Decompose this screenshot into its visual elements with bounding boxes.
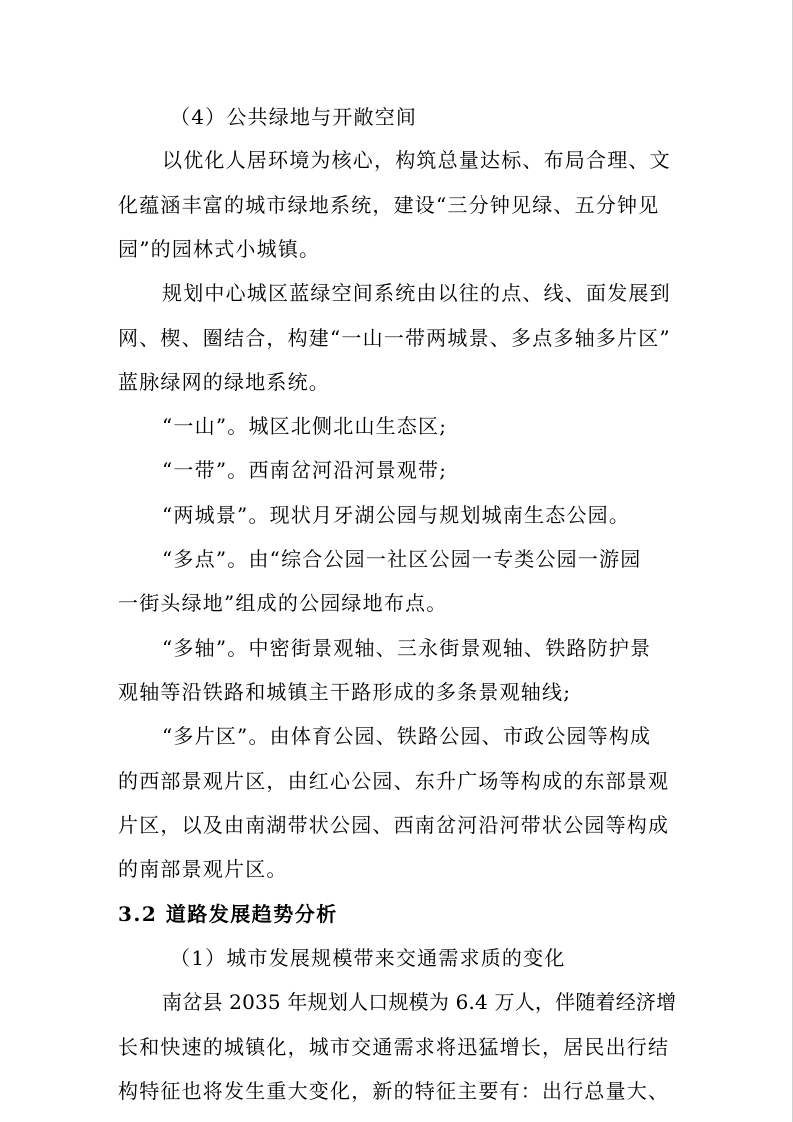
paragraph-line: 构特征也将发生重大变化，新的特征主要有：出行总量大、 [118,1079,670,1103]
paragraph-line: 蓝脉绿网的绿地系统。 [118,370,330,394]
list-item-liangchengjing: “两城景”。现状月牙湖公园与规划城南生态公园。 [162,503,631,527]
list-item-duopianqu: “多片区”。由体育公园、铁路公园、市政公园等构成 [162,724,652,748]
list-item-yishan: “一山”。城区北侧北山生态区; [162,414,448,438]
paragraph-line: 园”的园林式小城镇。 [118,237,321,261]
paragraph-line: 南岔县 2035 年规划人口规模为 6.4 万人，伴随着经济增 [162,990,677,1014]
paragraph-line: 网、楔、圈结合，构建“一山一带两城景、多点多轴多片区” [118,326,671,350]
paragraph-line: 以优化人居环境为核心，构筑总量达标、布局合理、文 [162,148,671,172]
list-item-duodian: “多点”。由“综合公园一社区公园一专类公园一游园 [162,547,642,571]
list-item-duozhou-continued: 观轴等沿铁路和城镇主干路形成的多条景观轴线; [118,680,572,704]
list-item-yidai: “一带”。西南岔河沿河景观带; [162,458,448,482]
subheading-traffic-demand: （1）城市发展规模带来交通需求质的变化 [170,946,566,970]
list-item-duopianqu-continued: 的西部景观片区，由红心公园、东升广场等构成的东部景观 [118,769,670,793]
subheading-public-green-space: （4）公共绿地与开敞空间 [170,105,418,129]
list-item-duopianqu-continued: 片区，以及由南湖带状公园、西南岔河沿河带状公园等构成 [118,813,670,837]
section-heading: 3.2 道路发展趋势分析 [118,902,338,926]
list-item-duozhou: “多轴”。中密街景观轴、三永街景观轴、铁路防护景 [162,636,652,660]
paragraph-line: 长和快速的城镇化，城市交通需求将迅猛增长，居民出行结 [118,1035,670,1059]
list-item-duodian-continued: 一街头绿地”组成的公园绿地布点。 [118,591,448,615]
paragraph-line: 化蕴涵丰富的城市绿地系统，建设“三分钟见绿、五分钟见 [118,193,660,217]
list-item-duopianqu-continued: 的南部景观片区。 [118,857,288,881]
paragraph-line: 规划中心城区蓝绿空间系统由以往的点、线、面发展到 [162,281,671,305]
